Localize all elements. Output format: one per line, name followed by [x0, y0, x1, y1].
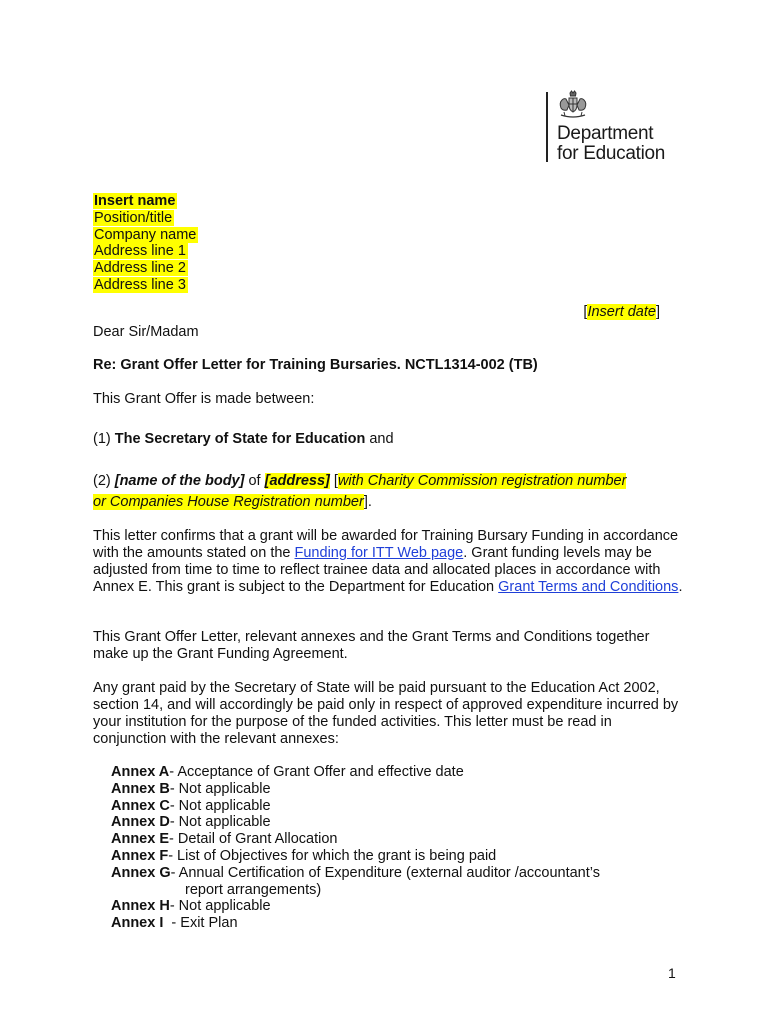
party-one-name: The Secretary of State for Education [114, 431, 366, 447]
royal-coat-of-arms-icon [556, 90, 590, 120]
page-number: 1 [668, 965, 676, 981]
recipient-company: Company name [94, 226, 197, 243]
list-item: Annex A - Acceptance of Grant Offer and effective date [111, 764, 464, 780]
recipient-address-line-3: Address line 3 [94, 276, 186, 293]
made-between-text: This Grant Offer is made between: [93, 391, 315, 407]
agreement-paragraph: This Grant Offer Letter, relevant annexes and the Grant Terms and Conditions together make up the Grant Funding Agreement. [93, 629, 650, 662]
list-item: Annex I - Exit Plan [111, 915, 238, 932]
department-name: Department for Education [557, 123, 666, 164]
list-item: Annex D - Not applicable [111, 814, 271, 831]
party-two-address: [address] [264, 473, 330, 489]
funding-paragraph: This letter confirms that a grant will be awarded for Training Bursary Funding in accordance with the amounts stated on the Funding for ITT Web page. Grant funding levels may be adjusted from time to time to reflect trainee data and allocated places in accordance with Annex E. This grant is subject to the Department for Education Grant Terms and Conditions. [93, 528, 683, 595]
party-two-registration-line-2: or Companies House Registration number [93, 494, 364, 510]
list-item: Annex H - Not applicable [111, 898, 271, 915]
list-item: Annex F - List of Objectives for which the grant is being paid [111, 847, 497, 864]
party-one: (1) The Secretary of State for Education and [93, 431, 394, 447]
recipient-address-block [93, 193, 198, 294]
recipient-name: Insert name [94, 193, 176, 209]
annex-list [111, 764, 600, 932]
list-item: Annex C - Not applicable [111, 797, 271, 814]
party-two: (2) [name of the body] of [address] [with Charity Commission registration number or Companies House Registration number]. [93, 473, 627, 510]
recipient-position: Position/title [94, 209, 173, 226]
legal-basis-paragraph: Any grant paid by the Secretary of State will be paid pursuant to the Education Act 2002, section 14, and will accordingly be paid only in respect of approved expenditure incurred by your institution for the purpose of the funded activities. This letter must be read in conjunction with the relevant annexes: [93, 680, 679, 747]
grant-terms-link[interactable]: Grant Terms and Conditions [498, 579, 679, 595]
funding-itt-web-page-link[interactable]: Funding for ITT Web page [294, 545, 464, 561]
recipient-address-line-1: Address line 1 [94, 243, 186, 260]
salutation: Dear Sir/Madam [93, 324, 199, 340]
subject-line: Re: Grant Offer Letter for Training Bursaries. NCTL1314-002 (TB) [93, 357, 538, 373]
date-placeholder: Insert date [587, 304, 656, 320]
list-item-continuation: report arrangements) [185, 881, 322, 898]
recipient-address-line-2: Address line 2 [94, 260, 186, 277]
list-item: Annex G - Annual Certification of Expenditure (external auditor /accountant’s [111, 864, 600, 881]
list-item: Annex B - Not applicable [111, 780, 271, 797]
logo-divider [546, 92, 548, 162]
list-item: Annex E - Detail of Grant Allocation [111, 831, 338, 848]
letter-date: [Insert date] [583, 304, 660, 320]
department-logo [546, 90, 706, 170]
party-two-body: [name of the body] [114, 473, 245, 489]
party-two-registration-line-1: with Charity Commission registration number [337, 473, 627, 489]
